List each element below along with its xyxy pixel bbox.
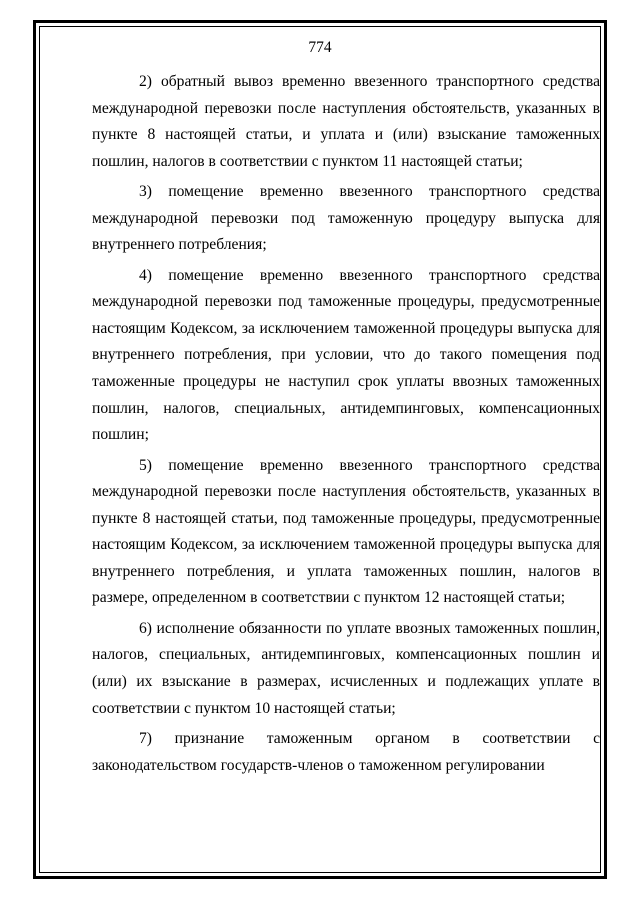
paragraph-item-7: 7) признание таможенным органом в соответствии с законодательством государств-членов о таможенном регулировании xyxy=(92,730,600,774)
paragraph-item-3: 3) помещение временно ввезенного транспортного средства международной перевозки под таможенную процедуру выпуска для внутреннего потребления; xyxy=(92,183,600,254)
page-number: 774 xyxy=(308,39,332,56)
paragraph-item-6: 6) исполнение обязанности по уплате ввозных таможенных пошлин, налогов, специальных, антидемпинговых, компенсационных пошлин и (или) их взыскание в размерах, исчисленных и подлежащих уплате в соответствии с пунктом 10 настоящей статьи; xyxy=(92,619,600,717)
paragraph-item-2: 2) обратный вывоз временно ввезенного транспортного средства международной перевозки после наступления обстоятельств, указанных в пункте 8 настоящей статьи, и уплата и (или) взыскание таможенных пошлин, налогов в соответствии с пунктом 11 настоящей статьи; xyxy=(92,73,600,170)
paragraph-item-4: 4) помещение временно ввезенного транспортного средства международной перевозки под таможенные процедуры, предусмотренные настоящим Кодексом, за исключением таможенной процедуры выпуска для внутреннего потребления, при условии, что до такого помещения под таможенные процедуры не наступил срок уплаты ввозных таможенных пошлин, налогов, специальных, антидемпинговых, компенсационных пошлин; xyxy=(92,266,600,444)
document-body xyxy=(92,69,600,781)
paragraph-item-5: 5) помещение временно ввезенного транспортного средства международной перевозки после наступления обстоятельств, указанных в пункте 8 настоящей статьи, под таможенные процедуры, предусмотренные настоящим Кодексом, за исключением таможенной процедуры выпуска для внутреннего потребления, и уплата таможенных пошлин, налогов в размере, определенном в соответствии с пунктом 12 настоящей статьи; xyxy=(92,456,600,607)
